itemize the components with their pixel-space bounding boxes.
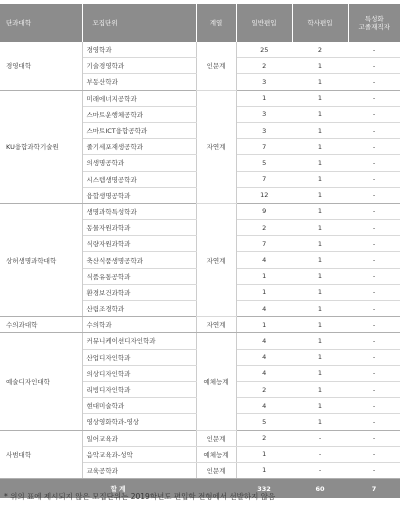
footnote: * 위의 표에 제시되지 않은 모집단위는 2019학년도 편입학 전형에서 선발하지 않음 bbox=[4, 492, 276, 501]
general-transfer-cell: 1 bbox=[236, 284, 292, 300]
header-general-transfer: 일반편입 bbox=[236, 4, 292, 42]
unit-cell: 동물자원과학과 bbox=[82, 220, 196, 236]
special-cell: - bbox=[348, 317, 400, 333]
admission-quota-table bbox=[0, 4, 400, 498]
special-cell: - bbox=[348, 187, 400, 203]
bachelor-transfer-cell: 1 bbox=[292, 203, 348, 219]
unit-cell: 영상영화학과-영상 bbox=[82, 414, 196, 430]
special-cell: - bbox=[348, 171, 400, 187]
table-row bbox=[0, 430, 400, 446]
header-college: 단과대학 bbox=[0, 4, 82, 42]
track-cell: 예체능계 bbox=[196, 446, 236, 462]
table-row bbox=[0, 333, 400, 349]
general-transfer-cell: 12 bbox=[236, 187, 292, 203]
bachelor-transfer-cell: 1 bbox=[292, 398, 348, 414]
unit-cell: 스마트운행체공학과 bbox=[82, 106, 196, 122]
bachelor-transfer-cell: 1 bbox=[292, 349, 348, 365]
general-transfer-cell: 4 bbox=[236, 365, 292, 381]
special-cell: - bbox=[348, 301, 400, 317]
bachelor-transfer-cell: - bbox=[292, 446, 348, 462]
special-cell: - bbox=[348, 284, 400, 300]
general-transfer-cell: 2 bbox=[236, 220, 292, 236]
general-transfer-cell: 1 bbox=[236, 90, 292, 106]
special-cell: - bbox=[348, 58, 400, 74]
special-cell: - bbox=[348, 74, 400, 90]
unit-cell: 환경보건과학과 bbox=[82, 284, 196, 300]
track-cell: 자연계 bbox=[196, 317, 236, 333]
college-cell: 사범대학 bbox=[0, 430, 82, 479]
unit-cell: 식량자원과학과 bbox=[82, 236, 196, 252]
bachelor-transfer-cell: 1 bbox=[292, 414, 348, 430]
bachelor-transfer-cell: 1 bbox=[292, 252, 348, 268]
header-special bbox=[348, 4, 400, 42]
special-cell: - bbox=[348, 252, 400, 268]
track-cell: 자연계 bbox=[196, 203, 236, 316]
college-cell: 예술디자인대학 bbox=[0, 333, 82, 430]
unit-cell: 의상디자인학과 bbox=[82, 365, 196, 381]
general-transfer-cell: 1 bbox=[236, 317, 292, 333]
unit-cell: 산업디자인학과 bbox=[82, 349, 196, 365]
unit-cell: 시스템생명공학과 bbox=[82, 171, 196, 187]
special-cell: - bbox=[348, 106, 400, 122]
bachelor-transfer-cell: 1 bbox=[292, 284, 348, 300]
track-cell: 인문계 bbox=[196, 430, 236, 446]
college-cell: 수의과대학 bbox=[0, 317, 82, 333]
general-transfer-cell: 1 bbox=[236, 462, 292, 478]
unit-cell: 기술경영학과 bbox=[82, 58, 196, 74]
table-body bbox=[0, 42, 400, 479]
special-cell: - bbox=[348, 349, 400, 365]
unit-cell: 융합생명공학과 bbox=[82, 187, 196, 203]
total-special: 7 bbox=[348, 479, 400, 499]
unit-cell: 교육공학과 bbox=[82, 462, 196, 478]
bachelor-transfer-cell: 1 bbox=[292, 155, 348, 171]
general-transfer-cell: 2 bbox=[236, 381, 292, 397]
bachelor-transfer-cell: 1 bbox=[292, 58, 348, 74]
bachelor-transfer-cell: - bbox=[292, 462, 348, 478]
college-cell: KU융합과학기술원 bbox=[0, 90, 82, 203]
total-bachelor: 60 bbox=[292, 479, 348, 499]
bachelor-transfer-cell: 1 bbox=[292, 187, 348, 203]
track-cell: 예체능계 bbox=[196, 333, 236, 430]
unit-cell: 리빙디자인학과 bbox=[82, 381, 196, 397]
general-transfer-cell: 5 bbox=[236, 155, 292, 171]
special-cell: - bbox=[348, 462, 400, 478]
unit-cell: 미래에너지공학과 bbox=[82, 90, 196, 106]
bachelor-transfer-cell: 1 bbox=[292, 122, 348, 138]
special-cell: - bbox=[348, 236, 400, 252]
general-transfer-cell: 2 bbox=[236, 58, 292, 74]
table-row bbox=[0, 90, 400, 106]
special-cell: - bbox=[348, 90, 400, 106]
bachelor-transfer-cell: 1 bbox=[292, 301, 348, 317]
bachelor-transfer-cell: 1 bbox=[292, 333, 348, 349]
unit-cell: 수의학과 bbox=[82, 317, 196, 333]
header-track: 계열 bbox=[196, 4, 236, 42]
bachelor-transfer-cell: 1 bbox=[292, 139, 348, 155]
special-cell: - bbox=[348, 220, 400, 236]
header-special-line1: 특성화 bbox=[364, 14, 384, 23]
special-cell: - bbox=[348, 398, 400, 414]
general-transfer-cell: 4 bbox=[236, 252, 292, 268]
general-transfer-cell: 1 bbox=[236, 268, 292, 284]
total-label: 합 계 bbox=[0, 479, 236, 499]
general-transfer-cell: 4 bbox=[236, 301, 292, 317]
header-special-line2: 고졸재직자 bbox=[358, 23, 390, 31]
bachelor-transfer-cell: 1 bbox=[292, 171, 348, 187]
unit-cell: 축산식품생명공학과 bbox=[82, 252, 196, 268]
special-cell: - bbox=[348, 414, 400, 430]
general-transfer-cell: 4 bbox=[236, 398, 292, 414]
general-transfer-cell: 7 bbox=[236, 171, 292, 187]
unit-cell: 경영학과 bbox=[82, 42, 196, 58]
general-transfer-cell: 2 bbox=[236, 430, 292, 446]
table-row bbox=[0, 203, 400, 219]
bachelor-transfer-cell: 1 bbox=[292, 317, 348, 333]
bachelor-transfer-cell: 1 bbox=[292, 365, 348, 381]
unit-cell: 줄기세포재생공학과 bbox=[82, 139, 196, 155]
general-transfer-cell: 4 bbox=[236, 333, 292, 349]
track-cell: 인문계 bbox=[196, 462, 236, 478]
general-transfer-cell: 7 bbox=[236, 139, 292, 155]
special-cell: - bbox=[348, 430, 400, 446]
special-cell: - bbox=[348, 365, 400, 381]
header-unit: 모집단위 bbox=[82, 4, 196, 42]
bachelor-transfer-cell: 1 bbox=[292, 268, 348, 284]
bachelor-transfer-cell: 1 bbox=[292, 220, 348, 236]
bachelor-transfer-cell: 1 bbox=[292, 74, 348, 90]
bachelor-transfer-cell: 1 bbox=[292, 381, 348, 397]
special-cell: - bbox=[348, 333, 400, 349]
table-row bbox=[0, 42, 400, 58]
unit-cell: 산림조경학과 bbox=[82, 301, 196, 317]
table-row bbox=[0, 317, 400, 333]
unit-cell: 의생명공학과 bbox=[82, 155, 196, 171]
special-cell: - bbox=[348, 42, 400, 58]
unit-cell: 현대미술학과 bbox=[82, 398, 196, 414]
unit-cell: 식품유통공학과 bbox=[82, 268, 196, 284]
general-transfer-cell: 3 bbox=[236, 122, 292, 138]
special-cell: - bbox=[348, 139, 400, 155]
special-cell: - bbox=[348, 122, 400, 138]
bachelor-transfer-cell: 1 bbox=[292, 236, 348, 252]
total-general: 332 bbox=[236, 479, 292, 499]
track-cell: 자연계 bbox=[196, 90, 236, 203]
general-transfer-cell: 9 bbox=[236, 203, 292, 219]
bachelor-transfer-cell: 2 bbox=[292, 42, 348, 58]
special-cell: - bbox=[348, 268, 400, 284]
bachelor-transfer-cell: - bbox=[292, 430, 348, 446]
general-transfer-cell: 4 bbox=[236, 349, 292, 365]
header-bachelor-transfer: 학사편입 bbox=[292, 4, 348, 42]
general-transfer-cell: 5 bbox=[236, 414, 292, 430]
unit-cell: 부동산학과 bbox=[82, 74, 196, 90]
unit-cell: 생명과학특성학과 bbox=[82, 203, 196, 219]
special-cell: - bbox=[348, 381, 400, 397]
general-transfer-cell: 3 bbox=[236, 74, 292, 90]
special-cell: - bbox=[348, 155, 400, 171]
unit-cell: 일어교육과 bbox=[82, 430, 196, 446]
table-header bbox=[0, 4, 400, 42]
general-transfer-cell: 7 bbox=[236, 236, 292, 252]
general-transfer-cell: 1 bbox=[236, 446, 292, 462]
special-cell: - bbox=[348, 446, 400, 462]
bachelor-transfer-cell: 1 bbox=[292, 106, 348, 122]
general-transfer-cell: 3 bbox=[236, 106, 292, 122]
college-cell: 상허생명과학대학 bbox=[0, 203, 82, 316]
unit-cell: 커뮤니케이션디자인학과 bbox=[82, 333, 196, 349]
unit-cell: 스마트ICT융합공학과 bbox=[82, 122, 196, 138]
unit-cell: 음악교육과-성악 bbox=[82, 446, 196, 462]
college-cell: 경영대학 bbox=[0, 42, 82, 90]
special-cell: - bbox=[348, 203, 400, 219]
general-transfer-cell: 25 bbox=[236, 42, 292, 58]
track-cell: 인문계 bbox=[196, 42, 236, 90]
bachelor-transfer-cell: 1 bbox=[292, 90, 348, 106]
